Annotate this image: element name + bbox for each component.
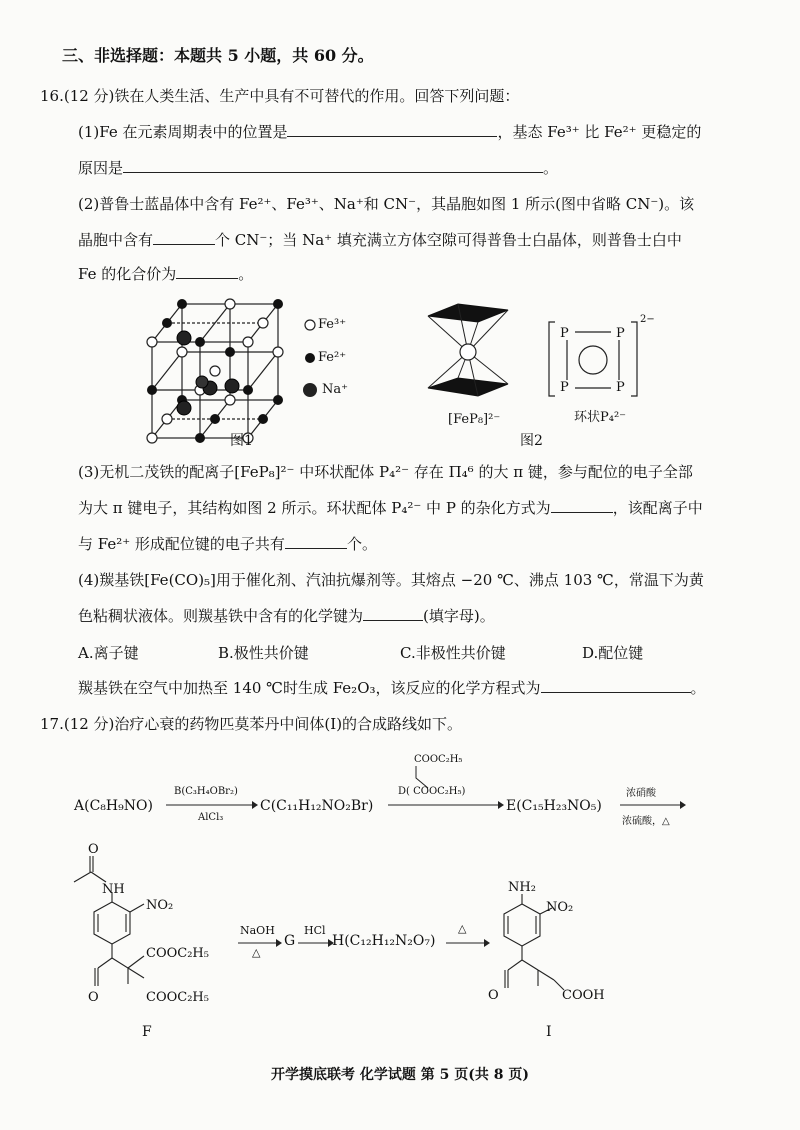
i-no2-group: NO₂: [546, 900, 574, 915]
answer-blank-5[interactable]: [551, 498, 613, 513]
legend-fe2-label: Fe²⁺: [318, 350, 347, 365]
option-a[interactable]: A.离子键: [78, 644, 139, 662]
answer-blank-1[interactable]: [287, 122, 497, 137]
q16-part2-line3: [78, 264, 253, 284]
legend-na-label: Na⁺: [322, 382, 348, 397]
figure-2-caption: 图2: [520, 433, 543, 449]
q16-p3-text-d: 与 Fe²⁺ 形成配位键的电子共有: [78, 535, 285, 553]
answer-blank-6[interactable]: [285, 534, 347, 549]
figure-1-unit-cell: [140, 292, 400, 452]
period: 。: [543, 159, 559, 177]
option-c[interactable]: C.非极性共价键: [400, 644, 506, 662]
p-atom-4: P: [616, 380, 625, 395]
q16-part1-line2: [78, 158, 558, 178]
answer-blank-4[interactable]: [176, 264, 238, 279]
answer-blank-7[interactable]: [363, 606, 423, 621]
legend-na-marker: [303, 383, 317, 397]
arrow-5: [298, 938, 334, 948]
benzene-ring-i: [504, 904, 540, 946]
q16-part2-line2: [78, 230, 682, 250]
answer-blank-2[interactable]: [123, 158, 543, 173]
q16-part1-line1: [78, 122, 701, 142]
q16-p3-text-c: ，该配离子中: [612, 499, 703, 517]
i-nh2-group: NH₂: [508, 880, 536, 895]
q16-p1-text-b: ，基态 Fe³⁺ 比 Fe²⁺ 更稳定的: [497, 123, 702, 141]
p4-ring-top: [428, 304, 508, 322]
q16-p2-text-c: 个 CN⁻；当 Na⁺ 填充满立方体空隙可得普鲁士白晶体，则普鲁士白中: [215, 231, 682, 249]
option-b[interactable]: B.极性共价键: [218, 644, 309, 662]
legend-fe3-label: Fe³⁺: [318, 317, 347, 332]
reagent-d-bottom: D( COOC₂H₅): [398, 786, 466, 797]
right-bracket: [631, 322, 637, 396]
q16-part3-line2: [78, 498, 703, 518]
q16-p3-text-b: 为大 π 键电子，其结构如图 2 所示。环状配体 P₄²⁻ 中 P 的杂化方式为: [78, 499, 551, 517]
catalyst-alcl3: AlCl₃: [198, 812, 224, 823]
reagent-d-top: COOC₂H₅: [414, 754, 463, 765]
arrow-1: [166, 800, 258, 810]
benzene-ring-f: [94, 902, 130, 944]
f-ester-1: COOC₂H₅: [146, 946, 209, 961]
arrow-3: [620, 800, 686, 810]
heat-1: △: [252, 946, 261, 959]
q16-p4-text-c: (填字母)。: [423, 607, 495, 625]
q16-p2-text-b: 晶胞中含有: [78, 231, 154, 249]
label-f: F: [142, 1024, 152, 1040]
q16-part3-line3: [78, 534, 377, 554]
label-i: I: [546, 1024, 552, 1040]
heat-2: △: [458, 922, 467, 935]
reagent-sulfuric-acid: 浓硫酸，△: [622, 816, 670, 827]
compound-c: C(C₁₁H₁₂NO₂Br): [260, 798, 374, 814]
p4-ring-bottom: [428, 378, 508, 396]
reagent-hcl: HCl: [304, 924, 326, 937]
i-cooh-group: COOH: [562, 988, 605, 1003]
compound-a: A(C₈H₉NO): [74, 798, 153, 814]
fe-center-atom: [460, 344, 476, 360]
fig1-legend: [303, 320, 317, 397]
reagent-naoh: NaOH: [240, 924, 275, 937]
compound-e: E(C₁₅H₂₃NO₅): [506, 798, 602, 814]
q16-part2-line1: (2)普鲁士蓝晶体中含有 Fe²⁺、Fe³⁺、Na⁺和 CN⁻，其晶胞如图 1 所示(图中省略 CN⁻)。该: [78, 195, 695, 213]
legend-fe2-marker: [305, 353, 315, 363]
period: 。: [690, 679, 706, 697]
q16-stem: 16.(12 分)铁在人类生活、生产中具有不可替代的作用。回答下列问题：: [40, 87, 520, 105]
f-no2-group: NO₂: [146, 898, 174, 913]
q16-p2-text-d: Fe 的化合价为: [78, 265, 177, 283]
left-bracket: [549, 322, 555, 396]
compound-h: H(C₁₂H₁₂N₂O₇): [332, 933, 436, 949]
reagent-b: B(C₃H₄OBr₂): [174, 786, 238, 797]
arrow-2: [388, 800, 504, 810]
reagent-nitric-acid: 浓硝酸: [626, 788, 656, 799]
q16-p4-text-d: 羰基铁在空气中加热至 140 ℃时生成 Fe₂O₃，该反应的化学方程式为: [78, 679, 541, 697]
answer-blank-3[interactable]: [153, 230, 215, 245]
p-atom-2: P: [616, 326, 625, 341]
period: 。: [238, 265, 254, 283]
p4-charge: 2−: [640, 314, 655, 325]
i-ketone-o: O: [488, 988, 499, 1003]
q16-p3-text-e: 个。: [346, 535, 377, 553]
section-title: 三、非选择题：本题共 5 小题，共 60 分。: [62, 46, 374, 65]
q16-p1-text-c: 原因是: [78, 159, 124, 177]
f-nh-group: NH: [102, 882, 125, 897]
q17-stem: 17.(12 分)治疗心衰的药物匹莫苯丹中间体(I)的合成路线如下。: [40, 715, 463, 733]
figure-2-fep8-structure: [418, 294, 518, 414]
answer-blank-8[interactable]: [541, 678, 691, 693]
q16-part4-line3: [78, 678, 706, 698]
q16-p4-text-b: 色粘稠状液体。则羰基铁中含有的化学键为: [78, 607, 364, 625]
p-atom-1: P: [560, 326, 569, 341]
option-d[interactable]: D.配位键: [582, 644, 644, 662]
p-atom-3: P: [560, 380, 569, 395]
figure-1-caption: 图1: [230, 433, 253, 449]
delocalized-ring: [579, 346, 607, 374]
f-carbonyl-o: O: [88, 842, 99, 857]
q16-part3-line1: (3)无机二茂铁的配离子[FeP₈]²⁻ 中环状配体 P₄²⁻ 存在 Π₄⁶ 的大 π 键，参与配位的电子全部: [78, 463, 693, 481]
page-footer: 开学摸底联考 化学试题 第 5 页(共 8 页): [271, 1067, 529, 1083]
legend-fe3-marker: [305, 320, 315, 330]
q16-part4-line1: (4)羰基铁[Fe(CO)₅]用于催化剂、汽油抗爆剂等。其熔点 −20 ℃、沸点 103 ℃，常温下为黄: [78, 571, 704, 589]
f-ester-2: COOC₂H₅: [146, 990, 209, 1005]
f-ketone-o: O: [88, 990, 99, 1005]
compound-g: G: [284, 933, 296, 949]
q16-part4-line2: [78, 606, 495, 626]
cyclic-p4-label: 环状P₄²⁻: [574, 410, 627, 425]
fep8-label: [FeP₈]²⁻: [448, 412, 501, 427]
q16-p1-text-a: (1)Fe 在元素周期表中的位置是: [78, 123, 288, 141]
